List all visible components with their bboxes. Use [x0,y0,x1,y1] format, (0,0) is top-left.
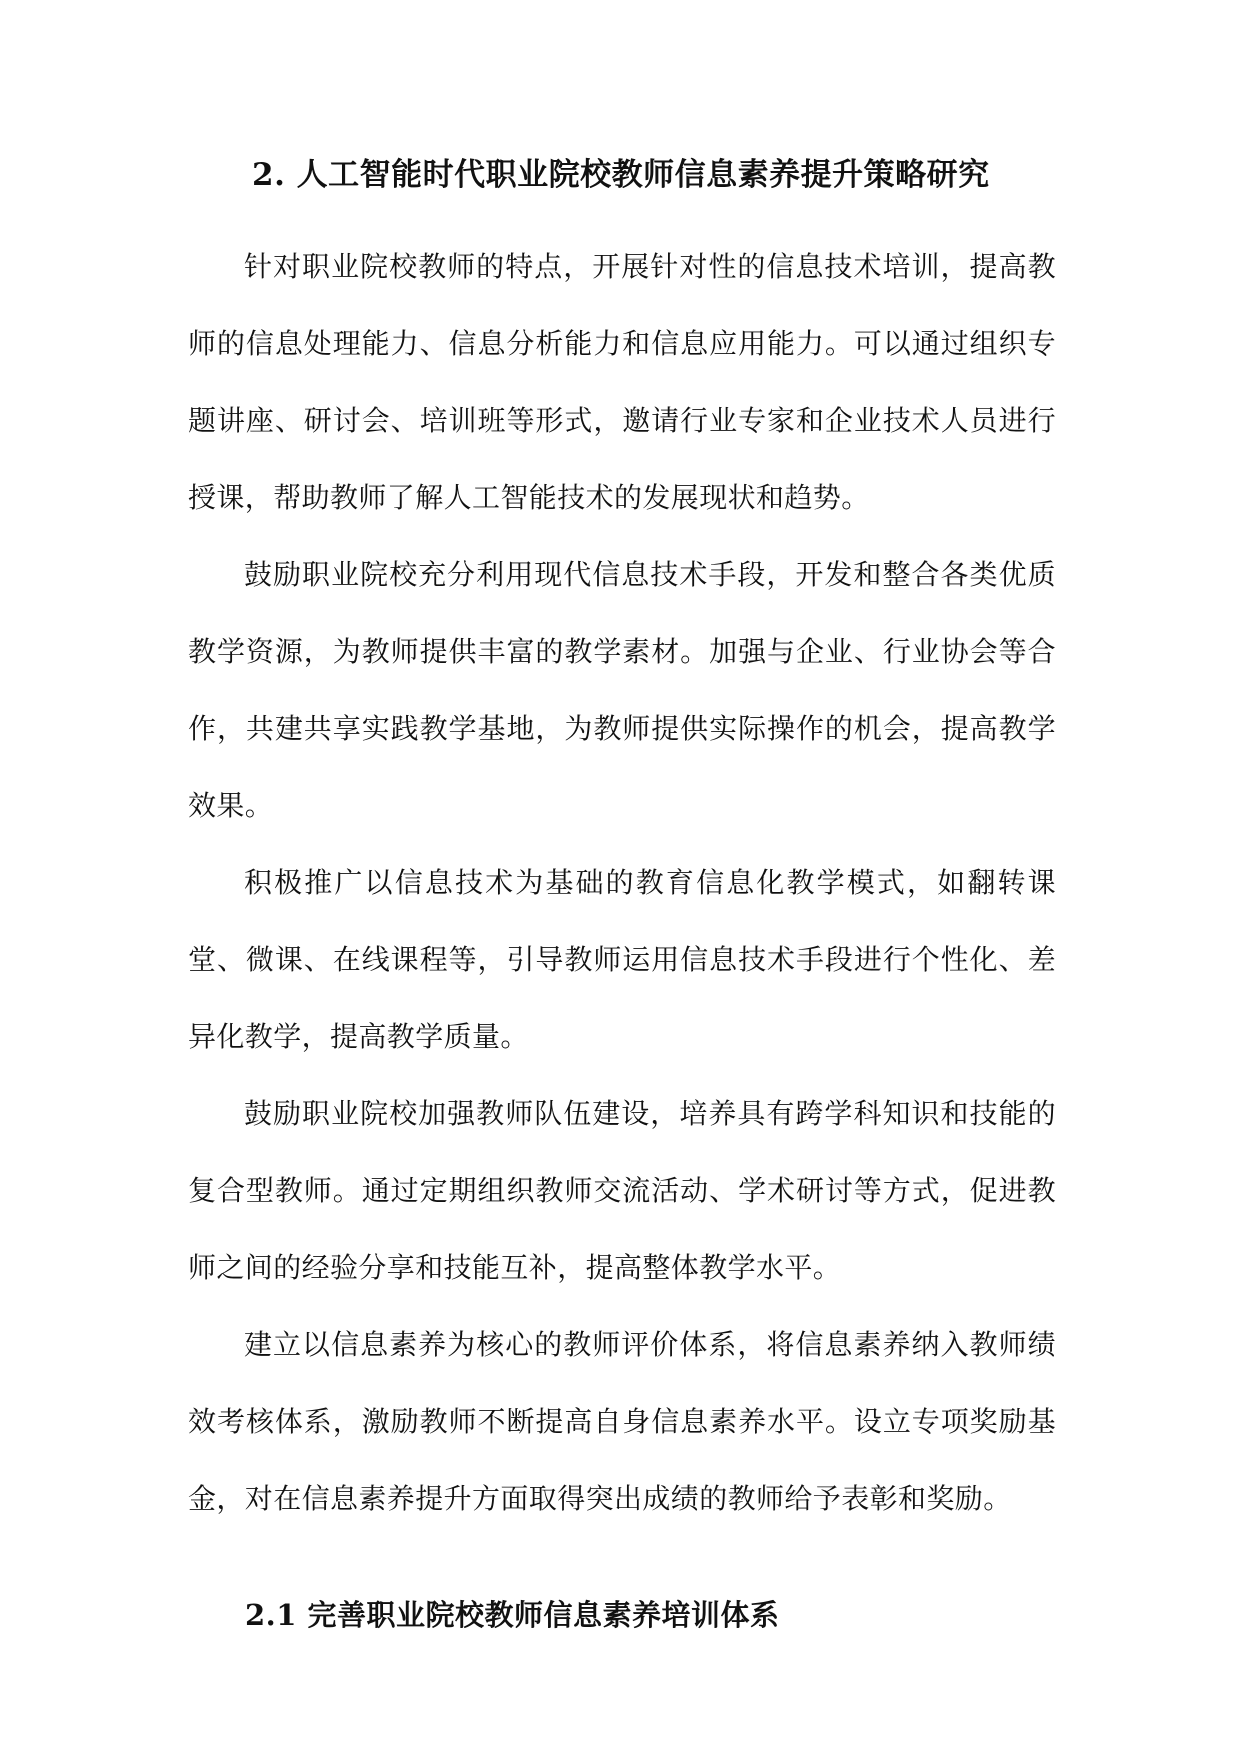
paragraph-resources: 鼓励职业院校充分利用现代信息技术手段，开发和整合各类优质教学资源，为教师提供丰富的教学素材。加强与企业、行业协会等合作，共建共享实践教学基地，为教师提供实际操作的机会，提高教学效果。 [188,558,1056,822]
paragraph-training: 针对职业院校教师的特点，开展针对性的信息技术培训，提高教师的信息处理能力、信息分析能力和信息应用能力。可以通过组织专题讲座、研讨会、培训班等形式，邀请行业专家和企业技术人员进行授课，帮助教师了解人工智能技术的发展现状和趋势。 [188,250,1056,514]
paragraph-evaluation: 建立以信息素养为核心的教师评价体系，将信息素养纳入教师绩效考核体系，激励教师不断提高自身信息素养水平。设立专项奖励基金，对在信息素养提升方面取得突出成绩的教师给予表彰和奖励。 [188,1328,1056,1515]
section-title: 2. 人工智能时代职业院校教师信息素养提升策略研究 [252,157,990,193]
subsection-heading: 2.1 完善职业院校教师信息素养培训体系 [245,1598,780,1632]
body-text [188,228,1056,1537]
paragraph-teacher-team: 鼓励职业院校加强教师队伍建设，培养具有跨学科知识和技能的复合型教师。通过定期组织教师交流活动、学术研讨等方式，促进教师之间的经验分享和技能互补，提高整体教学水平。 [188,1097,1056,1284]
paragraph-teaching-models: 积极推广以信息技术为基础的教育信息化教学模式，如翻转课堂、微课、在线课程等，引导教师运用信息技术手段进行个性化、差异化教学，提高教学质量。 [188,866,1056,1053]
